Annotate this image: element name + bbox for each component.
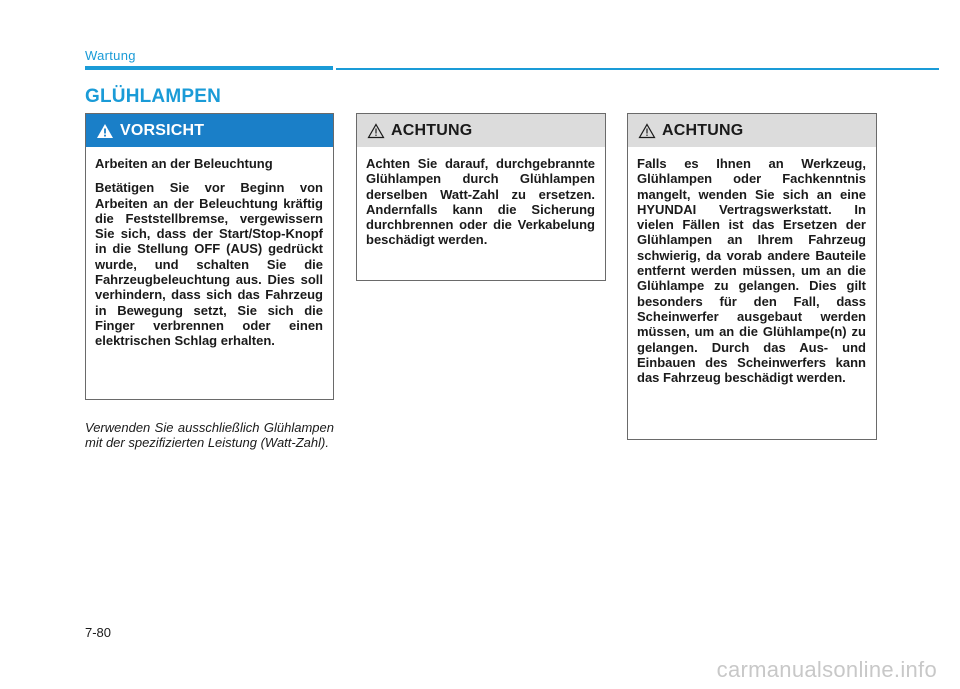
- header-rule-thick: [85, 66, 333, 70]
- caution-box-heading: VORSICHT: [120, 121, 205, 139]
- notice-box-1-heading: ACHTUNG: [391, 121, 473, 139]
- watermark: carmanualsonline.info: [716, 657, 937, 682]
- notice-box-2-heading: ACHTUNG: [662, 121, 744, 139]
- notice-box-1-text: Achten Sie darauf, durchgebrannte Glühlampen durch Glühlampen derselben Watt-Zahl zu ersetzen. Andernfalls kann die Sicherung durchbrennen oder die Verkabelung beschädigt werden.: [366, 156, 595, 248]
- section-label: Wartung: [85, 48, 136, 63]
- notice-box-2-header: [628, 114, 876, 147]
- notice-box-2-body: [628, 147, 876, 395]
- header-rule-thin: [336, 68, 939, 70]
- warning-triangle-outline-icon: [367, 123, 385, 139]
- caution-box-body: [86, 147, 333, 359]
- page-number: 7-80: [85, 625, 112, 640]
- notice-box-2: [627, 113, 877, 440]
- page-title: GLÜHLAMPEN: [85, 86, 222, 107]
- warning-triangle-outline-icon: [638, 123, 656, 139]
- bulb-wattage-note: Verwenden Sie ausschließlich Glühlampen mit der spezifizierten Leistung (Watt-Zahl).: [85, 420, 334, 451]
- notice-box-1-header: [357, 114, 605, 147]
- warning-triangle-icon: [96, 123, 114, 139]
- notice-box-1: [356, 113, 606, 281]
- caution-box-header: [86, 114, 333, 147]
- caution-box-text: Betätigen Sie vor Beginn von Arbeiten an der Beleuchtung kräftig die Feststellbremse, vergewissern Sie sich, dass der Start/Stop-Knopf in die Stellung OFF (AUS) gedrückt wurde, und schalten Sie die Fahrzeugbeleuchtung aus. Dies soll verhindern, dass sich das Fahrzeug in Bewegung setzt, Sie sich die Finger verbrennen oder einen elektrischen Schlag erhalten.: [95, 180, 323, 349]
- notice-box-1-body: [357, 147, 605, 258]
- notice-box-2-text: Falls es Ihnen an Werkzeug, Glühlampen oder Fachkenntnis mangelt, wenden Sie sich an eine HYUNDAI Vertragswerkstatt. In vielen Fällen ist das Ersetzen der Glühlampen an Ihrem Fahrzeug schwierig, da vorab andere Bauteile entfernt werden müssen, um an die Glühlampe zu gelangen. Dies gilt besonders für den Fall, dass Scheinwerfer ausgebaut werden müssen, um an die Glühlampe(n) zu gelangen. Durch das Aus- und Einbauen des Scheinwerfers kann das Fahrzeug beschädigt werden.: [637, 156, 866, 386]
- caution-box: [85, 113, 334, 400]
- caution-box-subheading: Arbeiten an der Beleuchtung: [95, 156, 273, 171]
